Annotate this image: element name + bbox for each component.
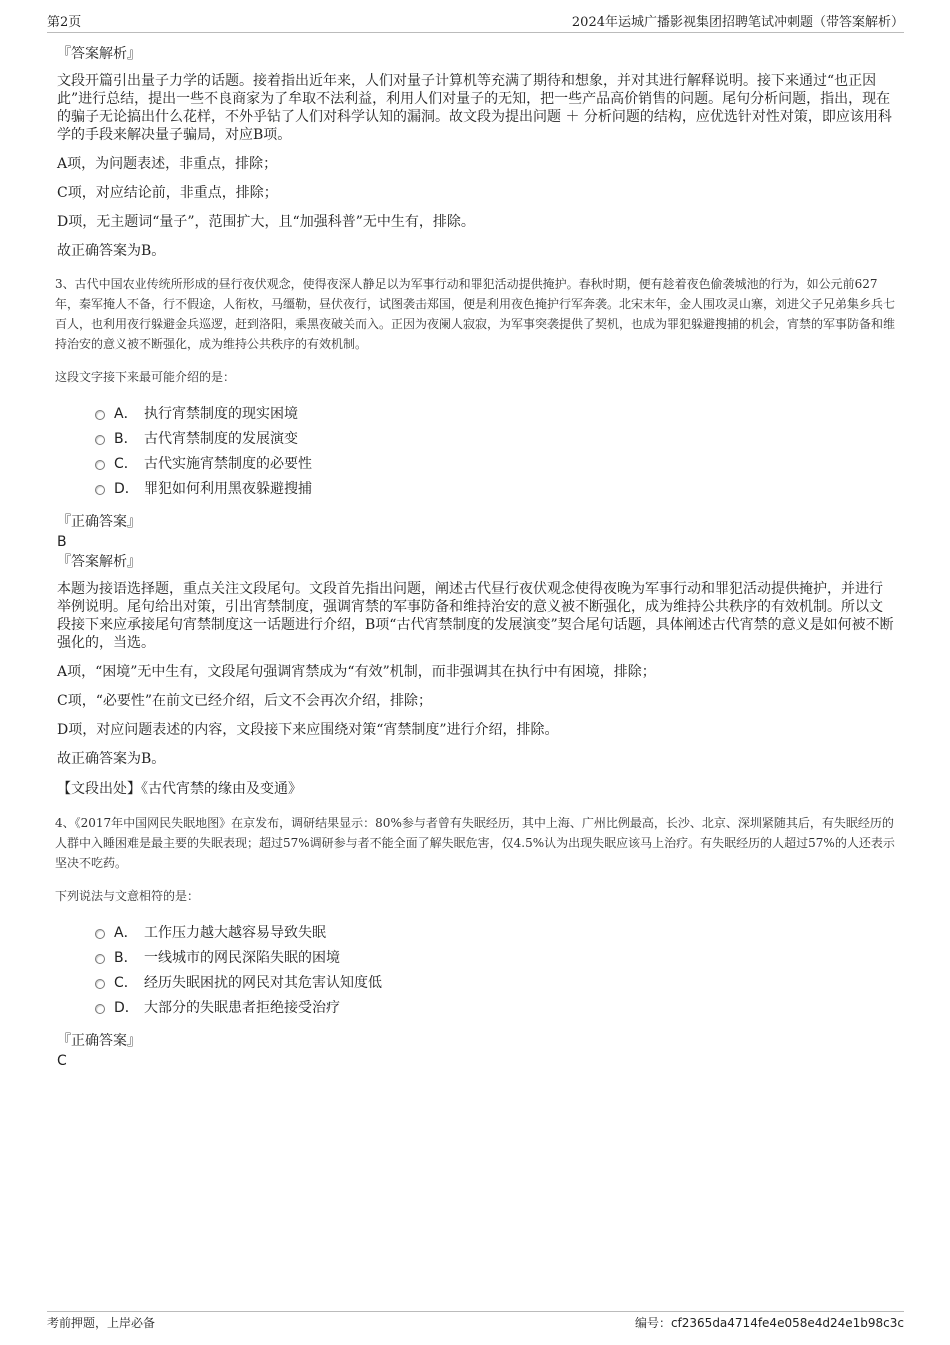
option-text: 罪犯如何利用黑夜躲避搜捕 (144, 480, 312, 497)
question-3-option-d[interactable] (95, 475, 895, 500)
question-4-option-d[interactable] (95, 994, 895, 1019)
option-d-note: D项，对应问题表述的内容，文段接下来应围绕对策“宵禁制度”进行介绍，排除。 (57, 722, 559, 738)
question-3-text: 3、古代中国农业传统所形成的昼行夜伏观念，使得夜深人静足以为军事行动和罪犯活动提供掩护。春秋时期，便有趁着夜色偷袭城池的行为，如公元前627年，秦军掩人不备，行不假途，人衔枚，马缰勒，昼伏夜行，试图袭击郑国，便是利用夜色掩护行军奔袭。北宋末年，金人围攻灵山寨，刘进父子兄弟集乡兵七百人，也利用夜行躲避金兵巡逻，赶到洛阳，乘黑夜破关而入。正因为夜阑人寂寂，为军事突袭提供了契机，也成为罪犯躲避搜捕的机会，宵禁的军事防备和维持治安的意义被不断强化，成为维持公共秩序的有效机制。 (55, 277, 896, 351)
radio-icon[interactable] (95, 954, 105, 964)
question-3-options (95, 400, 895, 500)
radio-icon[interactable] (95, 485, 105, 495)
analysis-label: 『答案解析』 (57, 46, 141, 62)
question-4-option-b[interactable] (95, 944, 895, 969)
analysis-text: 本题为接语选择题，重点关注文段尾句。文段首先指出问题，阐述古代昼行夜伏观念使得夜晚为军事行动和罪犯活动提供掩护，并进行举例说明。尾句给出对策，引出宵禁制度，强调宵禁的军事防备和维持治安的意义被不断强化，成为维持公共秩序的有效机制。所以文段接下来应承接尾句宵禁制度这一话题进行介绍，B项“古代宵禁制度的发展演变”契合尾句话题，具体阐述古代宵禁的意义是如何被不断强化的，当选。 (57, 581, 894, 651)
option-text: 大部分的失眠患者拒绝接受治疗 (144, 999, 340, 1016)
radio-icon[interactable] (95, 979, 105, 989)
option-c-note: C项，对应结论前，非重点，排除； (57, 185, 278, 201)
answer-conclusion: 故正确答案为B。 (57, 751, 166, 767)
question-3-option-a[interactable] (95, 400, 895, 425)
answer-conclusion: 故正确答案为B。 (57, 243, 166, 259)
option-text: 古代宵禁制度的发展演变 (144, 430, 298, 447)
option-text: 古代实施宵禁制度的必要性 (144, 455, 312, 472)
option-text: 一线城市的网民深陷失眠的困境 (144, 949, 340, 966)
option-letter: A． (114, 405, 138, 422)
correct-answer: C (57, 1053, 67, 1069)
option-letter: B． (114, 949, 138, 966)
radio-icon[interactable] (95, 929, 105, 939)
option-letter: B． (114, 430, 138, 447)
document-code-label: 编号： (634, 1316, 671, 1330)
footer-slogan: 考前押题，上岸必备 (47, 1316, 156, 1330)
option-c-note: C项，“必要性”在前文已经介绍，后文不会再次介绍，排除； (57, 693, 433, 709)
radio-icon[interactable] (95, 410, 105, 420)
option-a-note: A项，“困境”无中生有，文段尾句强调宵禁成为“有效”机制，而非强调其在执行中有困境，排除； (57, 664, 656, 680)
correct-answer-label: 『正确答案』 (57, 514, 141, 530)
page-number: 第2页 (47, 15, 82, 30)
analysis-text: 文段开篇引出量子力学的话题。接着指出近年来，人们对量子计算机等充满了期待和想象，并对其进行解释说明。接下来通过“也正因此”进行总结，提出一些不良商家为了牟取不法利益，利用人们对量子的无知，把一些产品高价销售的问题。尾句分析问题，指出，现在的骗子无论搞出什么花样，不外乎钻了人们对科学认知的漏洞。故文段为提出问题 ＋ 分析问题的结构，应优选针对性对策，即应该用科学的手段来解决量子骗局，对应B项。 (57, 73, 892, 143)
question-4-options (95, 919, 895, 1019)
question-3-option-c[interactable] (95, 450, 895, 475)
radio-icon[interactable] (95, 435, 105, 445)
correct-answer-label: 『正确答案』 (57, 1033, 141, 1049)
document-code (635, 1313, 904, 1333)
radio-icon[interactable] (95, 460, 105, 470)
question-4-prompt: 下列说法与文意相符的是： (55, 889, 200, 903)
option-d-note: D项，无主题词“量子”，范围扩大，且“加强科普”无中生有，排除。 (57, 214, 475, 230)
option-letter: A． (114, 924, 138, 941)
passage-source: 【文段出处】《古代宵禁的缘由及变通》 (57, 781, 302, 797)
page-content (55, 44, 895, 1071)
option-letter: C． (114, 974, 138, 991)
question-4-option-c[interactable] (95, 969, 895, 994)
radio-icon[interactable] (95, 1004, 105, 1014)
option-letter: C． (114, 455, 138, 472)
page-header (47, 14, 904, 33)
question-4-text: 4、《2017年中国网民失眠地图》在京发布，调研结果显示：80%参与者曾有失眠经历，其中上海、广州比例最高，长沙、北京、深圳紧随其后，有失眠经历的人群中入睡困难是最主要的失眠表现；超过57%调研参与者不能全面了解失眠危害，仅4.5%认为出现失眠应该马上治疗。有失眠经历的人超过57%的人还表示坚决不吃药。 (55, 816, 895, 870)
page-footer (47, 1311, 904, 1332)
document-title: 2024年运城广播影视集团招聘笔试冲刺题（带答案解析） (571, 15, 904, 30)
question-4-option-a[interactable] (95, 919, 895, 944)
option-text: 工作压力越大越容易导致失眠 (144, 924, 326, 941)
question-3-option-b[interactable] (95, 425, 895, 450)
option-a-note: A项，为问题表述，非重点，排除； (57, 156, 278, 172)
analysis-label: 『答案解析』 (57, 554, 141, 570)
correct-answer: B (57, 534, 67, 550)
option-text: 经历失眠困扰的网民对其危害认知度低 (144, 974, 382, 991)
option-letter: D． (114, 999, 139, 1016)
document-code-value: cf2365da4714fe4e058e4d24e1b98c3c (670, 1316, 904, 1330)
option-text: 执行宵禁制度的现实困境 (144, 405, 298, 422)
option-letter: D． (114, 480, 139, 497)
question-3-prompt: 这段文字接下来最可能介绍的是： (55, 370, 236, 384)
